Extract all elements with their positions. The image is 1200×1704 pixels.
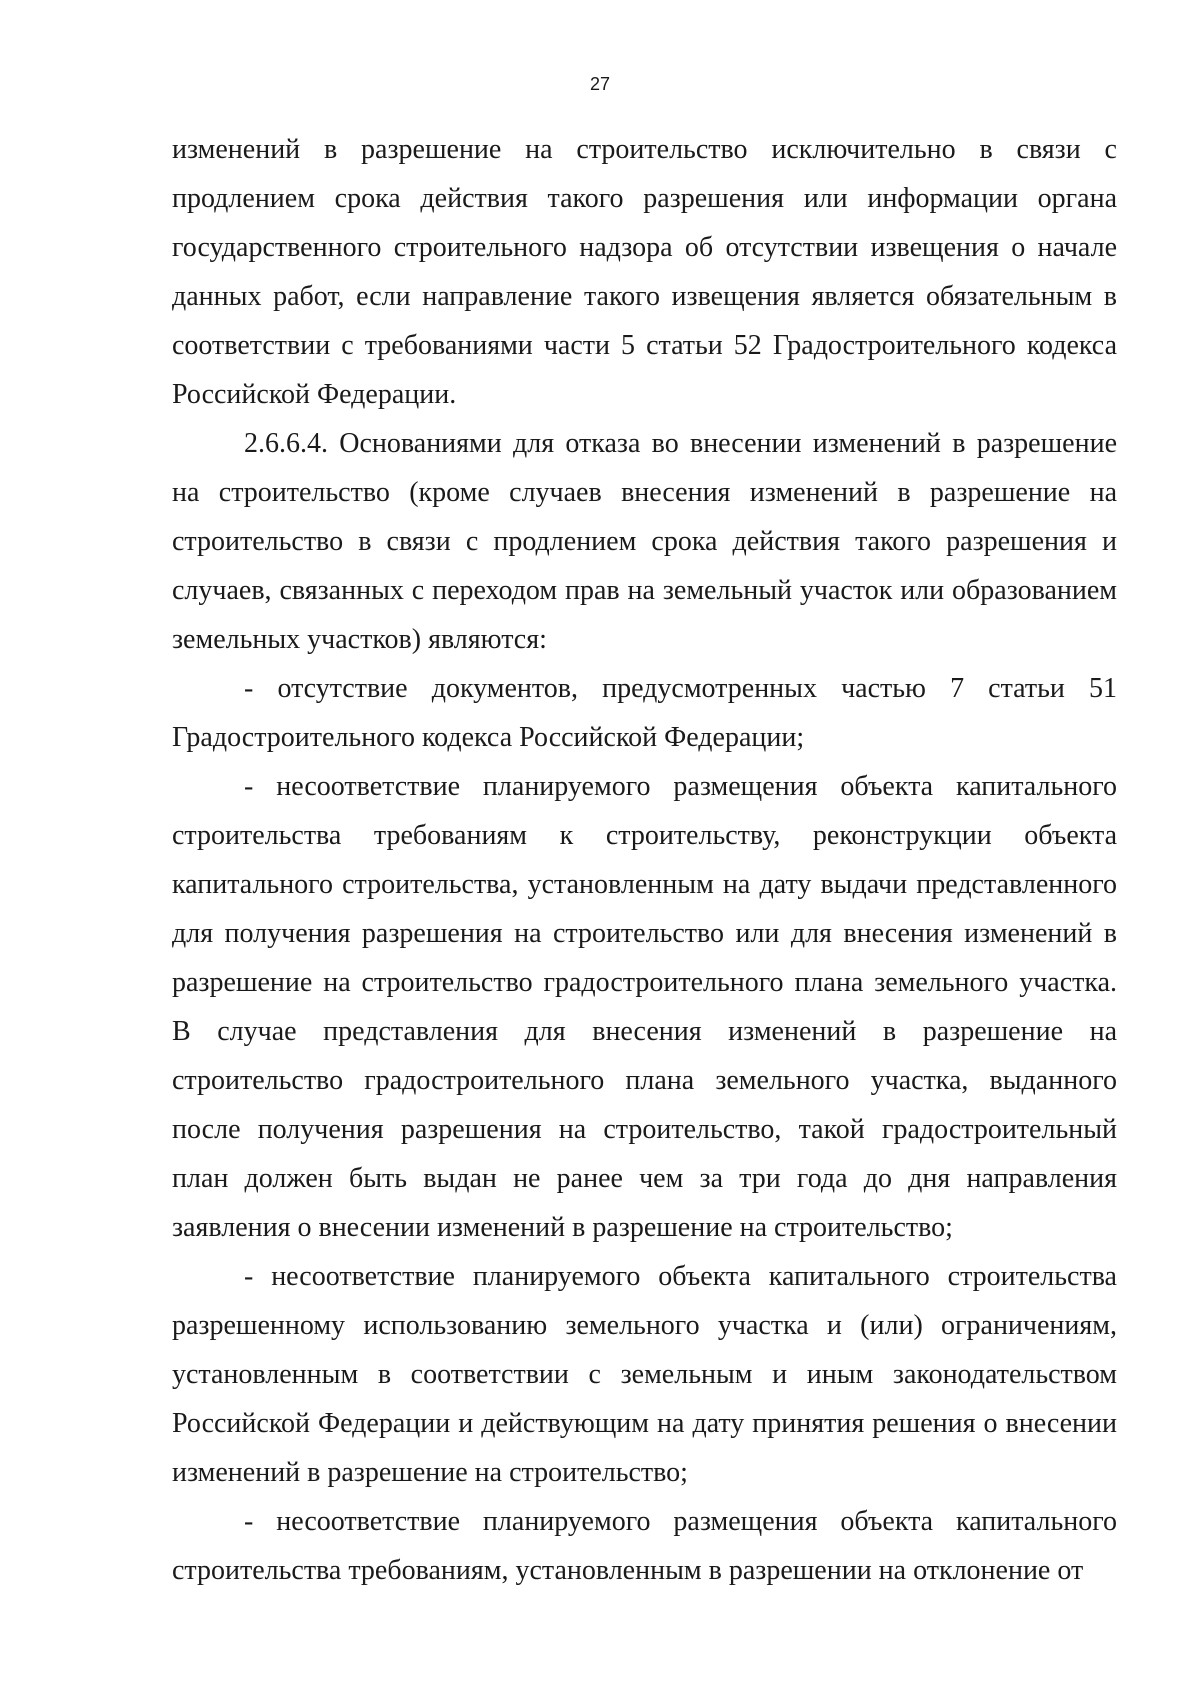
list-item-land-use-mismatch: - несоответствие планируемого объекта капитального строительства разрешенному использованию земельного участка и (или) ограничениям, установленным в соответствии с земельным и иным законодательством Российской Федерации и действующим на дату принятия решения о внесении изменений в разрешение на строительство; (172, 1261, 1117, 1488)
list-item-missing-documents: - отсутствие документов, предусмотренных частью 7 статьи 51 Градостроительного кодекса Российской Федерации; (172, 673, 1117, 753)
list-item-deviation-permit-mismatch: - несоответствие планируемого размещения объекта капитального строительства требованиям, установленным в разрешении на отклонение от (172, 1506, 1117, 1586)
paragraph-clause-2-6-6-4: 2.6.6.4. Основаниями для отказа во внесении изменений в разрешение на строительство (кроме случаев внесения изменений в разрешение на строительство в связи с продлением срока действия такого разрешения и случаев, связанных с переходом прав на земельный участок или образованием земельных участков) являются: (172, 428, 1117, 655)
page-number: 27 (589, 74, 611, 94)
document-body (172, 125, 1117, 1595)
list-item-placement-mismatch: - несоответствие планируемого размещения объекта капитального строительства требованиям к строительству, реконструкции объекта капитального строительства, установленным на дату выдачи представленного для получения разрешения на строительство или для внесения изменений в разрешение на строительство градостроительного плана земельного участка. В случае представления для внесения изменений в разрешение на строительство градостроительного плана земельного участка, выданного после получения разрешения на строительство, такой градостроительный план должен быть выдан не ранее чем за три года до дня направления заявления о внесении изменений в разрешение на строительство; (172, 771, 1117, 1243)
paragraph-continuation: изменений в разрешение на строительство исключительно в связи с продлением срока действия такого разрешения или информации органа государственного строительного надзора об отсутствии извещения о начале данных работ, если направление такого извещения является обязательным в соответствии с требованиями части 5 статьи 52 Градостроительного кодекса Российской Федерации. (172, 134, 1117, 410)
